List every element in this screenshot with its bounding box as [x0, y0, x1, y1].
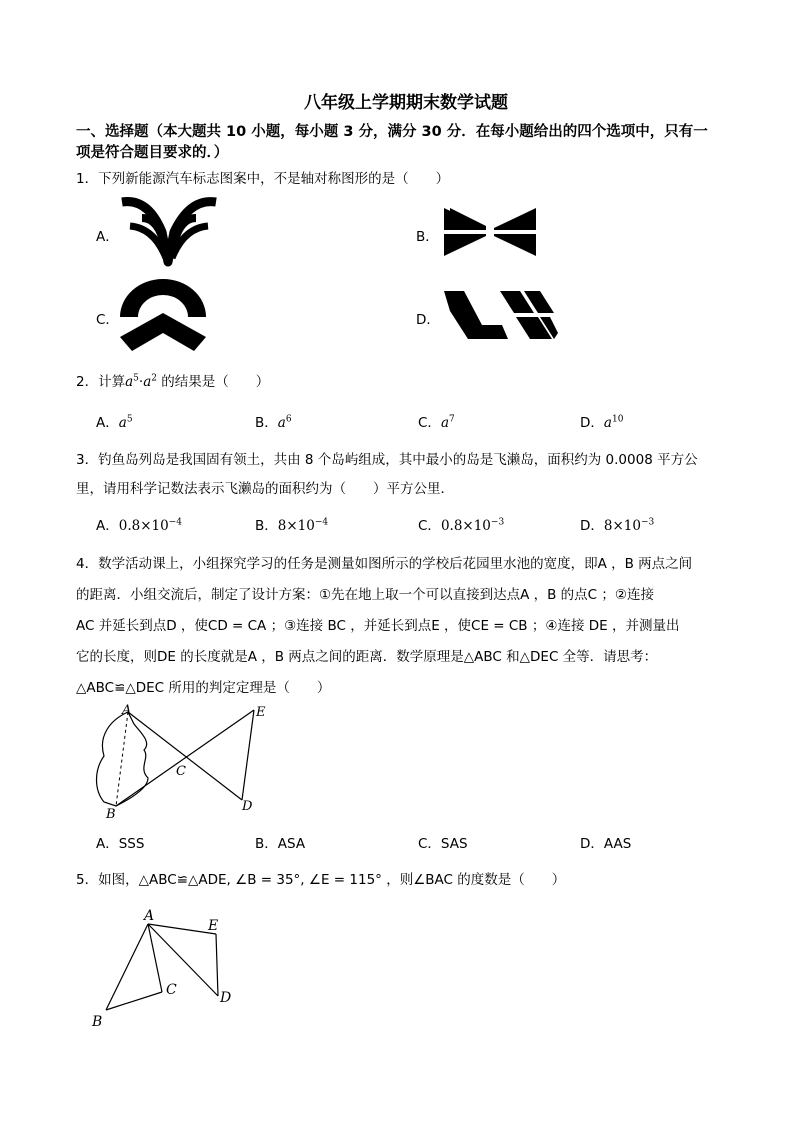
q5-figure	[88, 904, 248, 1034]
question-3-line1: 3．钓鱼岛列岛是我国固有领土，共由 8 个岛屿组成，其中最小的岛是飞濑岛，面积约为 0.0008 平方公	[76, 452, 698, 468]
q2-option-a[interactable]: A．$a^5$	[96, 414, 133, 431]
q3-option-c[interactable]: C．$0.8\times 10^{-3}$	[418, 517, 505, 534]
logo-d-icon	[442, 289, 560, 341]
logo-a-icon	[118, 192, 220, 272]
q5-label-d: D	[220, 990, 232, 1006]
question-4-line1: 4．数学活动课上，小组探究学习的任务是测量如图所示的学校后花园里水池的宽度，即A ，B 两点之间	[76, 556, 693, 572]
q1-option-b-label: B．	[416, 229, 439, 245]
q4-label-a: A	[122, 703, 132, 718]
section-heading-line2: 项是符合题目要求的．）	[76, 145, 229, 161]
q3-option-d[interactable]: D．$8\times 10^{-3}$	[580, 517, 655, 534]
question-4-line2: 的距离．小组交流后，制定了设计方案：①先在地上取一个可以直接到达点A ，B 的点C ；②连接	[76, 587, 655, 603]
q4-label-c: C	[176, 764, 186, 779]
q5-label-a: A	[144, 908, 155, 924]
question-4-line3: AC 并延长到点D ，使CD = CA ；③连接 BC ，并延长到点E ，使CE = CB ；④连接 DE ，并测量出	[76, 618, 680, 634]
question-2-text	[76, 370, 269, 390]
q1-option-d-label: D．	[416, 312, 440, 328]
section-heading-line1: 一、选择题（本大题共 10 小题，每小题 3 分，满分 30 分．在每小题给出的四个选项中，只有一	[76, 124, 708, 140]
q2-option-c[interactable]: C．$a^7$	[418, 414, 455, 431]
q4-label-b: B	[106, 807, 116, 822]
logo-c-icon	[118, 277, 208, 355]
q2-exp-1: 5	[133, 373, 139, 384]
q5-label-e: E	[208, 918, 219, 934]
q4-option-c[interactable]: C．SAS	[418, 836, 468, 852]
q4-label-e: E	[256, 705, 266, 720]
q4-label-d: D	[242, 799, 253, 814]
q2-exp-2: 2	[151, 373, 157, 384]
q2-option-d[interactable]: D．$a^{10}$	[580, 414, 624, 431]
q4-figure	[92, 704, 282, 824]
question-1-text: 1．下列新能源汽车标志图案中，不是轴对称图形的是（ ）	[76, 171, 450, 187]
q2-prefix: 2．计算	[76, 374, 126, 390]
question-4-line4: 它的长度，则DE 的长度就是A ，B 两点之间的距离．数学原理是△ABC 和△DEC 全等．请思考：	[76, 649, 658, 665]
q1-option-a-label: A．	[96, 229, 119, 245]
q1-option-c-label: C．	[96, 312, 119, 328]
q2-base-1: a	[125, 374, 134, 390]
question-5-text: 5．如图，△ABC≌△ADE, ∠B = 35°, ∠E = 115° ，则∠BAC 的度数是（ ）	[76, 872, 566, 888]
q5-label-b: B	[92, 1014, 103, 1030]
q4-option-d[interactable]: D．AAS	[580, 836, 632, 852]
q2-base-2: a	[143, 374, 152, 390]
q3-option-a[interactable]: A．$0.8\times 10^{-4}$	[96, 517, 182, 534]
q4-option-b[interactable]: B．ASA	[255, 836, 306, 852]
question-4-line5: △ABC≌△DEC 所用的判定定理是（ ）	[76, 680, 331, 696]
logo-b-icon	[442, 206, 538, 258]
q2-option-b[interactable]: B．$a^6$	[255, 414, 292, 431]
q2-suffix: 的结果是（ ）	[161, 374, 270, 390]
q5-label-c: C	[166, 982, 177, 998]
page-title: 八年级上学期期末数学试题	[304, 93, 508, 113]
q4-option-a[interactable]: A．SSS	[96, 836, 145, 852]
q2-dot: ·	[138, 374, 144, 390]
question-3-line2: 里，请用科学记数法表示飞濑岛的面积约为（ ）平方公里．	[76, 481, 454, 497]
q3-option-b[interactable]: B．$8\times 10^{-4}$	[255, 517, 329, 534]
